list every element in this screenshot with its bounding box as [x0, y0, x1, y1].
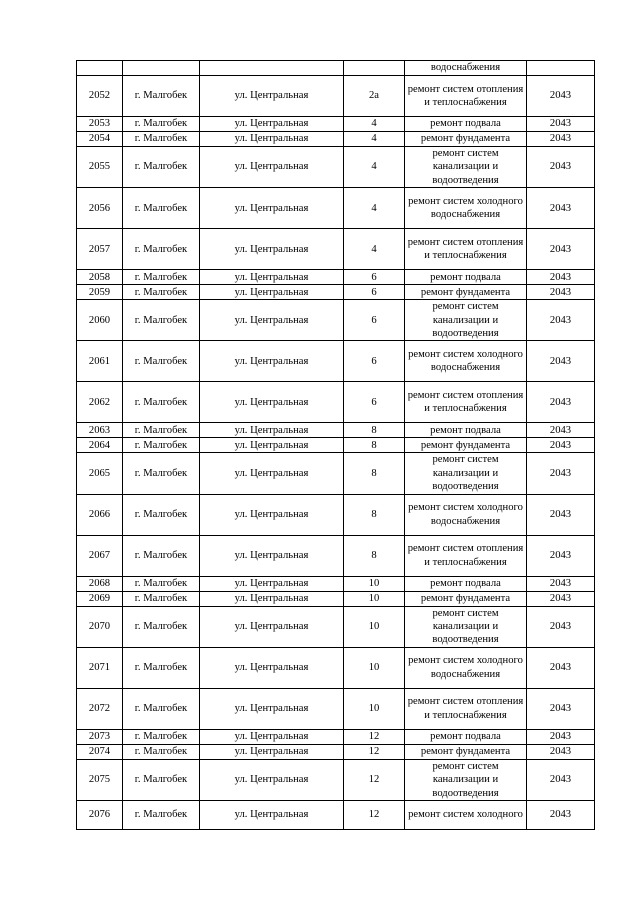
cell-work-type: ремонт систем канализации и водоотведения [405, 606, 527, 647]
table-row [77, 591, 595, 606]
cell-street: ул. Центральная [200, 453, 344, 494]
cell-number: 2060 [77, 300, 123, 341]
table-row [77, 188, 595, 229]
cell-house: 12 [344, 729, 405, 744]
cell-number: 2073 [77, 729, 123, 744]
cell-work-type: ремонт подвала [405, 423, 527, 438]
table-row [77, 300, 595, 341]
cell-city: г. Малгобек [123, 591, 200, 606]
cell-city: г. Малгобек [123, 453, 200, 494]
table-row [77, 744, 595, 759]
cell-work-type: ремонт систем холодного водоснабжения [405, 341, 527, 382]
cell-year: 2043 [527, 229, 595, 270]
table-row-continued [77, 61, 595, 76]
cell-city: г. Малгобек [123, 285, 200, 300]
table-row [77, 270, 595, 285]
cell-street: ул. Центральная [200, 744, 344, 759]
cell-city: г. Малгобек [123, 688, 200, 729]
cell-work-type: ремонт подвала [405, 270, 527, 285]
cell-city: г. Малгобек [123, 229, 200, 270]
table-row [77, 606, 595, 647]
cell-city: г. Малгобек [123, 300, 200, 341]
cell-number: 2064 [77, 438, 123, 453]
table-row [77, 285, 595, 300]
table-row [77, 494, 595, 535]
cell-street: ул. Центральная [200, 438, 344, 453]
cell-city: г. Малгобек [123, 76, 200, 117]
cell-house: 12 [344, 744, 405, 759]
cell-street: ул. Центральная [200, 729, 344, 744]
cell-house: 6 [344, 382, 405, 423]
cell-street: ул. Центральная [200, 801, 344, 830]
cell-work-type: ремонт подвала [405, 729, 527, 744]
cell-street: ул. Центральная [200, 759, 344, 800]
cell-work-type: ремонт подвала [405, 576, 527, 591]
cell-number [77, 61, 123, 76]
cell-house: 8 [344, 535, 405, 576]
cell-year: 2043 [527, 76, 595, 117]
cell-street: ул. Центральная [200, 147, 344, 188]
cell-street: ул. Центральная [200, 285, 344, 300]
cell-house: 10 [344, 606, 405, 647]
cell-work-type: ремонт систем холодного водоснабжения [405, 188, 527, 229]
cell-number: 2062 [77, 382, 123, 423]
table-row [77, 576, 595, 591]
cell-city: г. Малгобек [123, 382, 200, 423]
cell-city: г. Малгобек [123, 438, 200, 453]
cell-house: 10 [344, 647, 405, 688]
table-row [77, 438, 595, 453]
cell-street: ул. Центральная [200, 494, 344, 535]
cell-year: 2043 [527, 535, 595, 576]
cell-work-type: ремонт систем отопления и теплоснабжения [405, 535, 527, 576]
cell-house: 10 [344, 688, 405, 729]
cell-street: ул. Центральная [200, 341, 344, 382]
cell-house: 8 [344, 438, 405, 453]
cell-house: 8 [344, 423, 405, 438]
cell-work-type: ремонт фундамента [405, 132, 527, 147]
cell-year: 2043 [527, 647, 595, 688]
cell-house: 6 [344, 341, 405, 382]
cell-house: 10 [344, 591, 405, 606]
cell-work-type: ремонт систем канализации и водоотведения [405, 147, 527, 188]
repair-schedule-table [76, 60, 595, 830]
cell-number: 2066 [77, 494, 123, 535]
cell-city: г. Малгобек [123, 147, 200, 188]
table-row [77, 147, 595, 188]
cell-number: 2065 [77, 453, 123, 494]
cell-house: 4 [344, 147, 405, 188]
table-row [77, 423, 595, 438]
cell-year: 2043 [527, 285, 595, 300]
cell-year: 2043 [527, 688, 595, 729]
cell-number: 2076 [77, 801, 123, 830]
cell-city [123, 61, 200, 76]
cell-work-type: ремонт систем отопления и теплоснабжения [405, 229, 527, 270]
cell-year: 2043 [527, 744, 595, 759]
table-body [77, 61, 595, 830]
cell-number: 2058 [77, 270, 123, 285]
cell-street: ул. Центральная [200, 647, 344, 688]
cell-year: 2043 [527, 341, 595, 382]
cell-year: 2043 [527, 453, 595, 494]
cell-house: 10 [344, 576, 405, 591]
cell-street: ул. Центральная [200, 688, 344, 729]
document-page [76, 60, 594, 830]
cell-house: 4 [344, 132, 405, 147]
cell-work-type: ремонт систем канализации и водоотведения [405, 300, 527, 341]
cell-work-type: ремонт систем канализации и водоотведения [405, 759, 527, 800]
cell-city: г. Малгобек [123, 117, 200, 132]
cell-number: 2068 [77, 576, 123, 591]
cell-house: 8 [344, 453, 405, 494]
cell-number: 2063 [77, 423, 123, 438]
table-row [77, 729, 595, 744]
cell-street: ул. Центральная [200, 132, 344, 147]
cell-work-type: ремонт фундамента [405, 591, 527, 606]
table-row [77, 117, 595, 132]
cell-year: 2043 [527, 132, 595, 147]
cell-year: 2043 [527, 494, 595, 535]
cell-number: 2069 [77, 591, 123, 606]
cell-street: ул. Центральная [200, 535, 344, 576]
table-row [77, 647, 595, 688]
cell-street: ул. Центральная [200, 300, 344, 341]
cell-work-type: ремонт систем холодного водоснабжения [405, 494, 527, 535]
cell-house: 4 [344, 229, 405, 270]
cell-work-type: ремонт систем отопления и теплоснабжения [405, 382, 527, 423]
cell-city: г. Малгобек [123, 744, 200, 759]
cell-street: ул. Центральная [200, 76, 344, 117]
cell-house [344, 61, 405, 76]
cell-street: ул. Центральная [200, 576, 344, 591]
cell-city: г. Малгобек [123, 494, 200, 535]
cell-city: г. Малгобек [123, 759, 200, 800]
cell-city: г. Малгобек [123, 535, 200, 576]
table-row [77, 688, 595, 729]
cell-year: 2043 [527, 270, 595, 285]
cell-work-type: водоснабжения [405, 61, 527, 76]
table-row [77, 132, 595, 147]
cell-house: 12 [344, 801, 405, 830]
cell-work-type: ремонт систем канализации и водоотведения [405, 453, 527, 494]
cell-year [527, 61, 595, 76]
cell-number: 2053 [77, 117, 123, 132]
cell-year: 2043 [527, 117, 595, 132]
table-row [77, 453, 595, 494]
cell-number: 2056 [77, 188, 123, 229]
cell-work-type: ремонт фундамента [405, 438, 527, 453]
cell-year: 2043 [527, 591, 595, 606]
cell-year: 2043 [527, 801, 595, 830]
cell-house: 4 [344, 117, 405, 132]
cell-work-type: ремонт фундамента [405, 744, 527, 759]
cell-house: 12 [344, 759, 405, 800]
cell-city: г. Малгобек [123, 188, 200, 229]
cell-work-type: ремонт систем холодного водоснабжения [405, 647, 527, 688]
table-row [77, 801, 595, 830]
cell-work-type: ремонт систем холодного [405, 801, 527, 830]
cell-number: 2072 [77, 688, 123, 729]
cell-year: 2043 [527, 576, 595, 591]
cell-street: ул. Центральная [200, 117, 344, 132]
cell-number: 2071 [77, 647, 123, 688]
cell-year: 2043 [527, 759, 595, 800]
cell-work-type: ремонт фундамента [405, 285, 527, 300]
cell-year: 2043 [527, 606, 595, 647]
table-row [77, 76, 595, 117]
cell-year: 2043 [527, 300, 595, 341]
cell-house: 8 [344, 494, 405, 535]
cell-house: 6 [344, 300, 405, 341]
cell-number: 2054 [77, 132, 123, 147]
cell-year: 2043 [527, 382, 595, 423]
cell-city: г. Малгобек [123, 647, 200, 688]
cell-number: 2055 [77, 147, 123, 188]
cell-city: г. Малгобек [123, 729, 200, 744]
cell-street: ул. Центральная [200, 606, 344, 647]
cell-street: ул. Центральная [200, 423, 344, 438]
cell-number: 2052 [77, 76, 123, 117]
table-row [77, 535, 595, 576]
table-row [77, 229, 595, 270]
cell-number: 2075 [77, 759, 123, 800]
cell-year: 2043 [527, 188, 595, 229]
cell-street: ул. Центральная [200, 270, 344, 285]
cell-number: 2074 [77, 744, 123, 759]
cell-city: г. Малгобек [123, 606, 200, 647]
cell-city: г. Малгобек [123, 423, 200, 438]
cell-street [200, 61, 344, 76]
cell-street: ул. Центральная [200, 229, 344, 270]
cell-work-type: ремонт подвала [405, 117, 527, 132]
cell-number: 2057 [77, 229, 123, 270]
cell-city: г. Малгобек [123, 270, 200, 285]
table-row [77, 341, 595, 382]
cell-house: 4 [344, 188, 405, 229]
table-row [77, 759, 595, 800]
cell-house: 6 [344, 285, 405, 300]
cell-year: 2043 [527, 423, 595, 438]
cell-city: г. Малгобек [123, 801, 200, 830]
cell-city: г. Малгобек [123, 132, 200, 147]
cell-house: 2а [344, 76, 405, 117]
cell-street: ул. Центральная [200, 382, 344, 423]
cell-year: 2043 [527, 147, 595, 188]
cell-work-type: ремонт систем отопления и теплоснабжения [405, 76, 527, 117]
cell-street: ул. Центральная [200, 188, 344, 229]
cell-year: 2043 [527, 438, 595, 453]
cell-number: 2061 [77, 341, 123, 382]
cell-number: 2070 [77, 606, 123, 647]
table-row [77, 382, 595, 423]
cell-city: г. Малгобек [123, 576, 200, 591]
cell-city: г. Малгобек [123, 341, 200, 382]
cell-house: 6 [344, 270, 405, 285]
cell-number: 2059 [77, 285, 123, 300]
cell-number: 2067 [77, 535, 123, 576]
cell-work-type: ремонт систем отопления и теплоснабжения [405, 688, 527, 729]
cell-year: 2043 [527, 729, 595, 744]
cell-street: ул. Центральная [200, 591, 344, 606]
